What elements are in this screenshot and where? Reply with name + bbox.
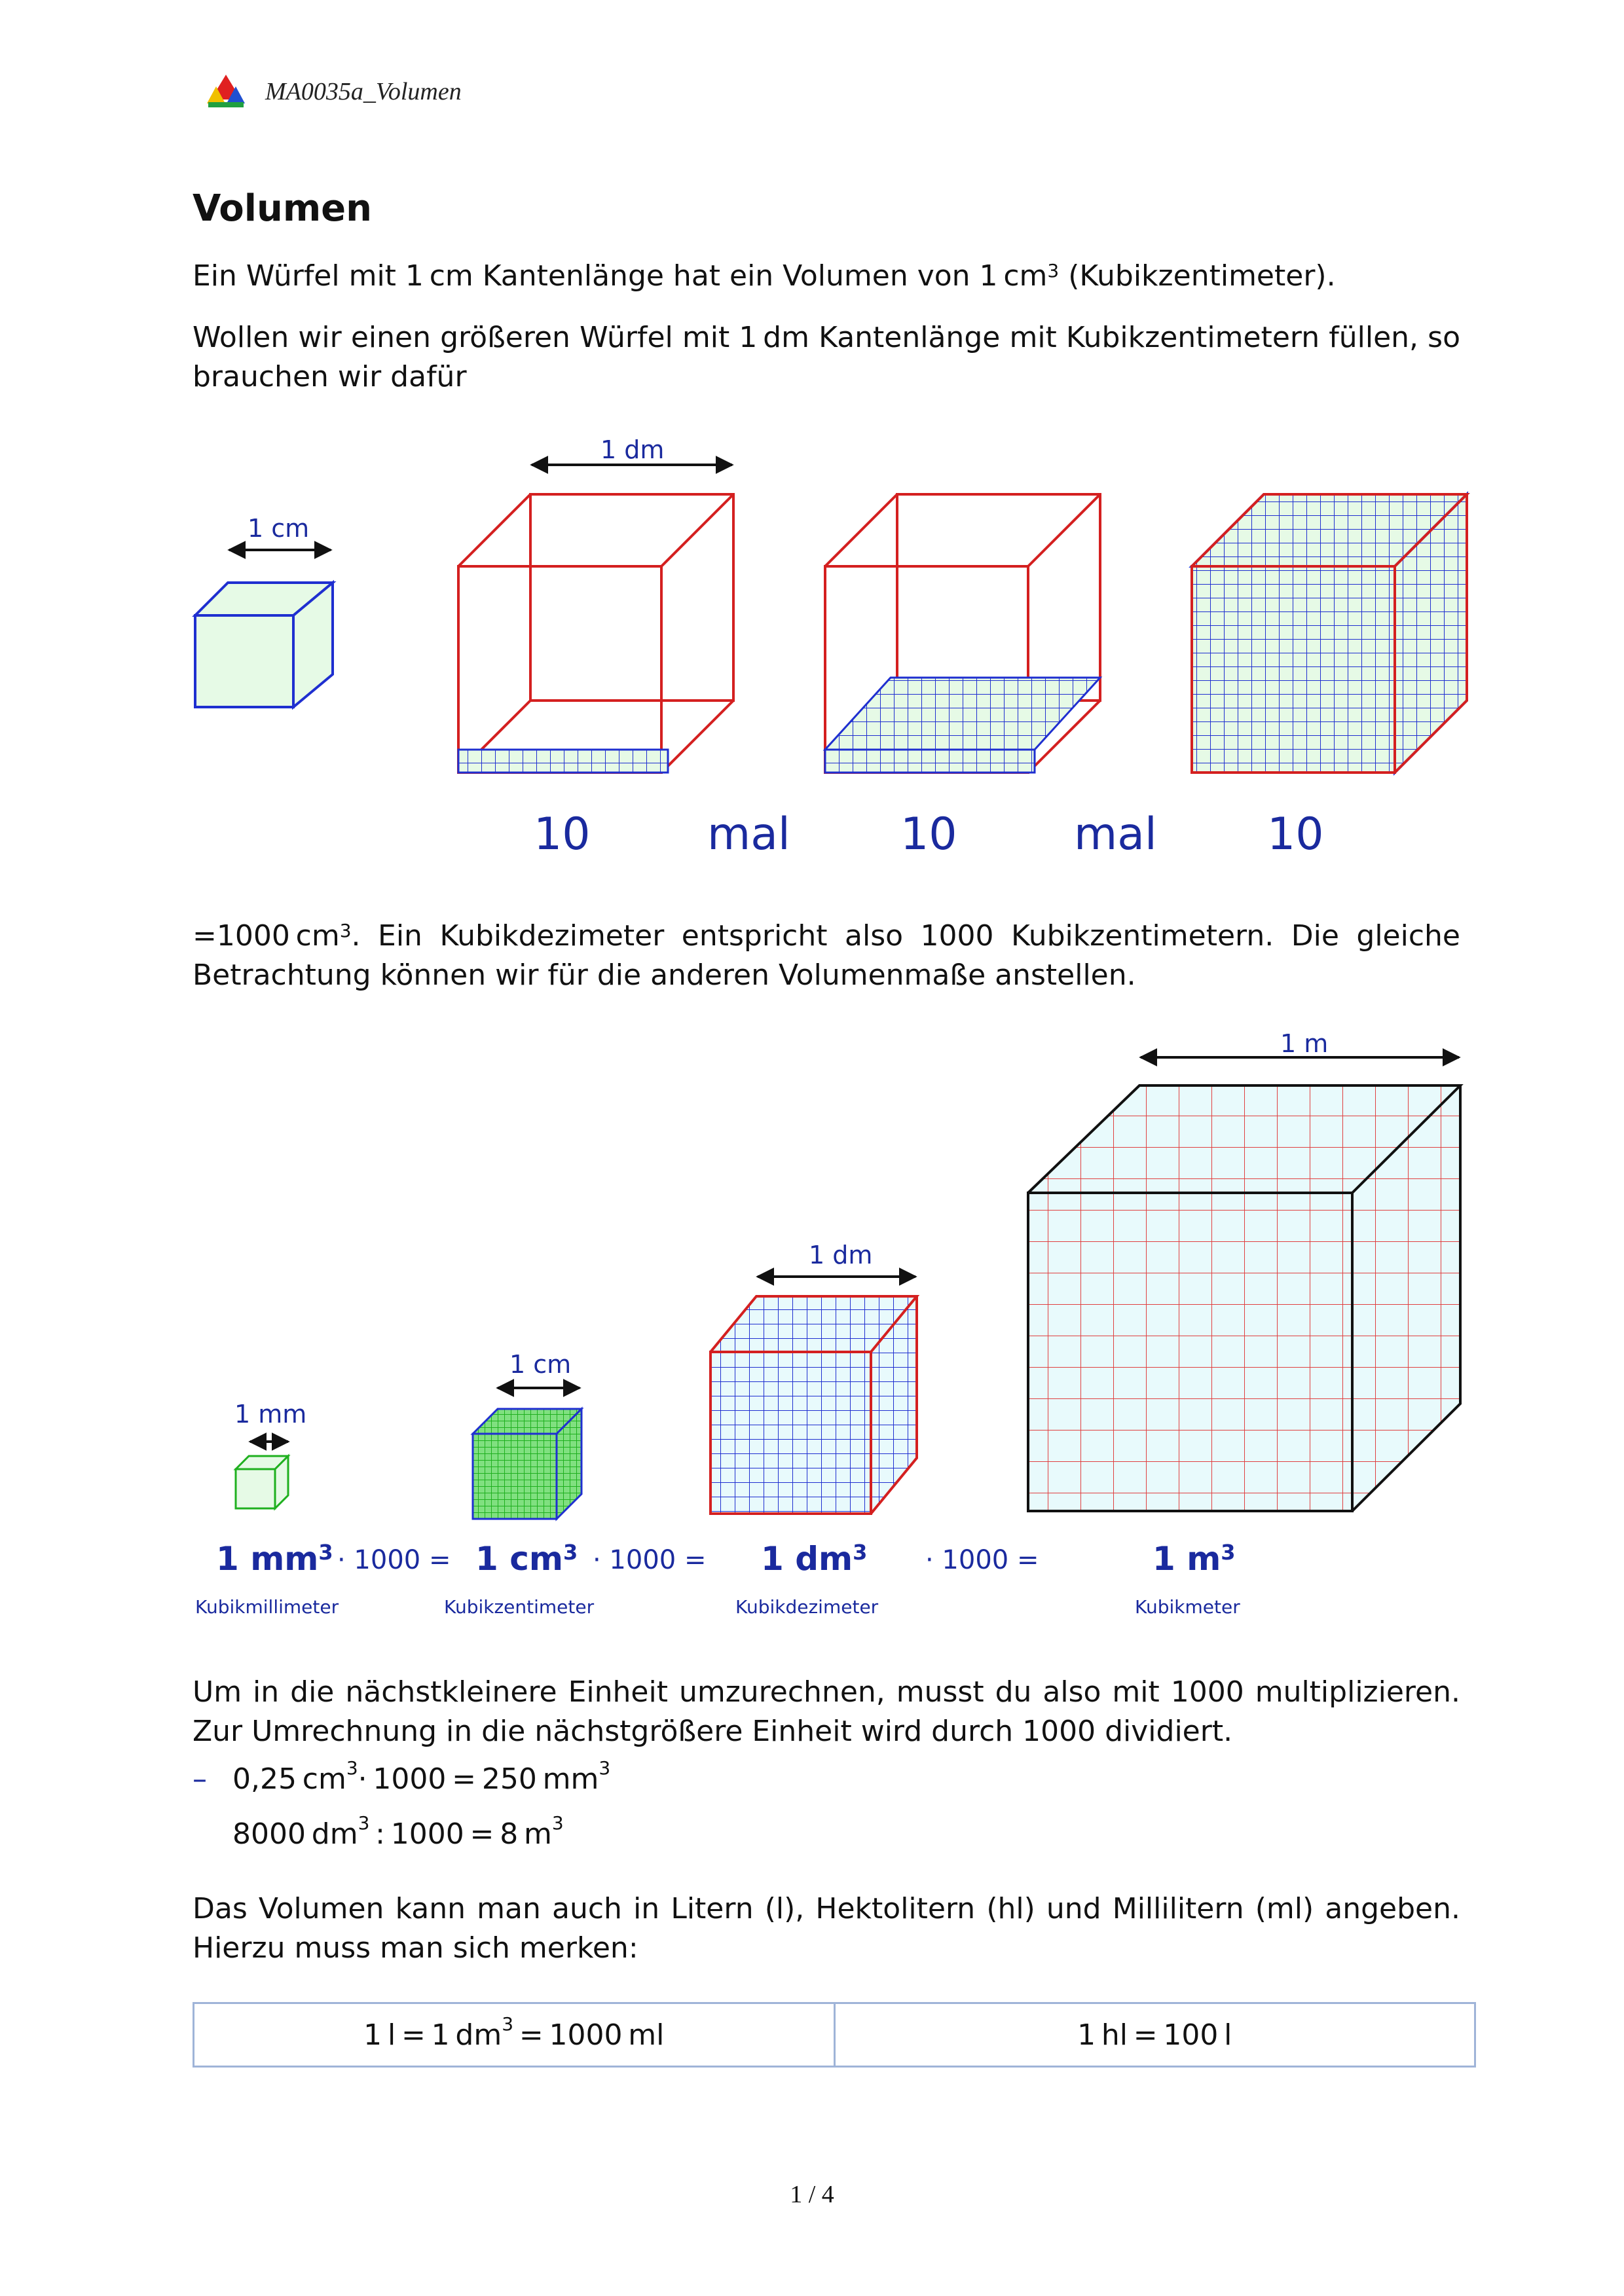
example-1: 0,25 $cm^3\cdot 1000 = 250$ $mm^3$: [232, 1757, 611, 1796]
unit-cm3: 1 $cm^3$: [475, 1540, 578, 1578]
liters-cell-1: 1 l = 1 $dm^3 = 1000$ ml: [194, 2003, 835, 2067]
multiplier-3: · 1000 =: [925, 1545, 1039, 1575]
label-1cm-fig2: 1 cm: [509, 1350, 572, 1379]
multiplier-1: · 1000 =: [337, 1545, 451, 1575]
cube-1dm-grid: [710, 1296, 917, 1514]
conversion-paragraph: Um in die nächstkleinere Einheit umzurechnen, musst du also mit 1000 multiplizieren. Zur Umrechnung in die nächstgrößere Einheit wird durch 1000 dividiert.: [193, 1675, 1460, 1748]
unit-name-mm3: Kubikmillimeter: [195, 1596, 339, 1618]
word-mal-b: mal: [1074, 809, 1157, 860]
page-title: Volumen: [193, 187, 373, 230]
count-10-b: 10: [900, 809, 957, 860]
count-10-a: 10: [534, 809, 591, 860]
cube-full: [1192, 494, 1467, 773]
document-id: MA0035a_Volumen: [265, 78, 462, 105]
label-1dm-fig2: 1 dm: [809, 1241, 873, 1269]
unit-name-m3: Kubikmeter: [1135, 1596, 1240, 1618]
cube-1mm: [236, 1456, 288, 1508]
label-1dm: 1 dm: [600, 435, 665, 464]
cube-1m-grid: [1028, 1085, 1460, 1511]
multiplier-2: · 1000 =: [593, 1545, 707, 1575]
figure-cube-filling: [0, 419, 1624, 877]
figure-volume-units: [0, 1021, 1624, 1545]
paragraph-1000cm3: =1000 $cm^3$. Ein Kubikdezimeter entspricht also 1000 Kubikzentimetern. Die gleiche Betrachtung können wir für die anderen Volumenmaße anstellen.: [193, 919, 1460, 992]
unit-m3: 1 $m^3$: [1153, 1540, 1236, 1578]
cube-1cm: [195, 583, 333, 707]
intro-paragraph-2: Wollen wir einen größeren Würfel mit 1 dm Kantenlänge mit Kubikzentimetern füllen, so brauchen wir dafür: [193, 321, 1460, 393]
unit-name-cm3: Kubikzentimeter: [444, 1596, 595, 1618]
example-dash: –: [193, 1762, 207, 1796]
liters-cell-2: 1 hl = 100 l: [834, 2003, 1475, 2067]
unit-mm3: 1 $mm^3$: [216, 1540, 333, 1578]
intro-paragraph-1: Ein Würfel mit 1 cm Kantenlänge hat ein Volumen von 1 $cm^3$ (Kubikzentimeter).: [193, 259, 1336, 293]
count-10-c: 10: [1267, 809, 1324, 860]
cube-1cm-grid: [473, 1409, 581, 1519]
page-number: 1 / 4: [790, 2181, 834, 2208]
word-mal-a: mal: [707, 809, 790, 860]
unit-dm3: 1 $dm^3$: [761, 1540, 868, 1578]
liters-paragraph: Das Volumen kann man auch in Litern (l), Hektolitern (hl) und Millilitern (ml) angeben. Hierzu muss man sich merken:: [193, 1892, 1460, 1965]
label-1mm: 1 mm: [234, 1400, 307, 1429]
label-1m: 1 m: [1280, 1029, 1329, 1058]
unit-name-dm3: Kubikdezimeter: [735, 1596, 879, 1618]
liters-table: [193, 2002, 1476, 2068]
cube-outline-row: [458, 494, 733, 773]
example-2: 8000 $dm^3$ : 1000 = 8 $m^3$: [232, 1812, 564, 1851]
school-logo-icon: [206, 73, 246, 107]
label-1cm: 1 cm: [248, 514, 310, 543]
